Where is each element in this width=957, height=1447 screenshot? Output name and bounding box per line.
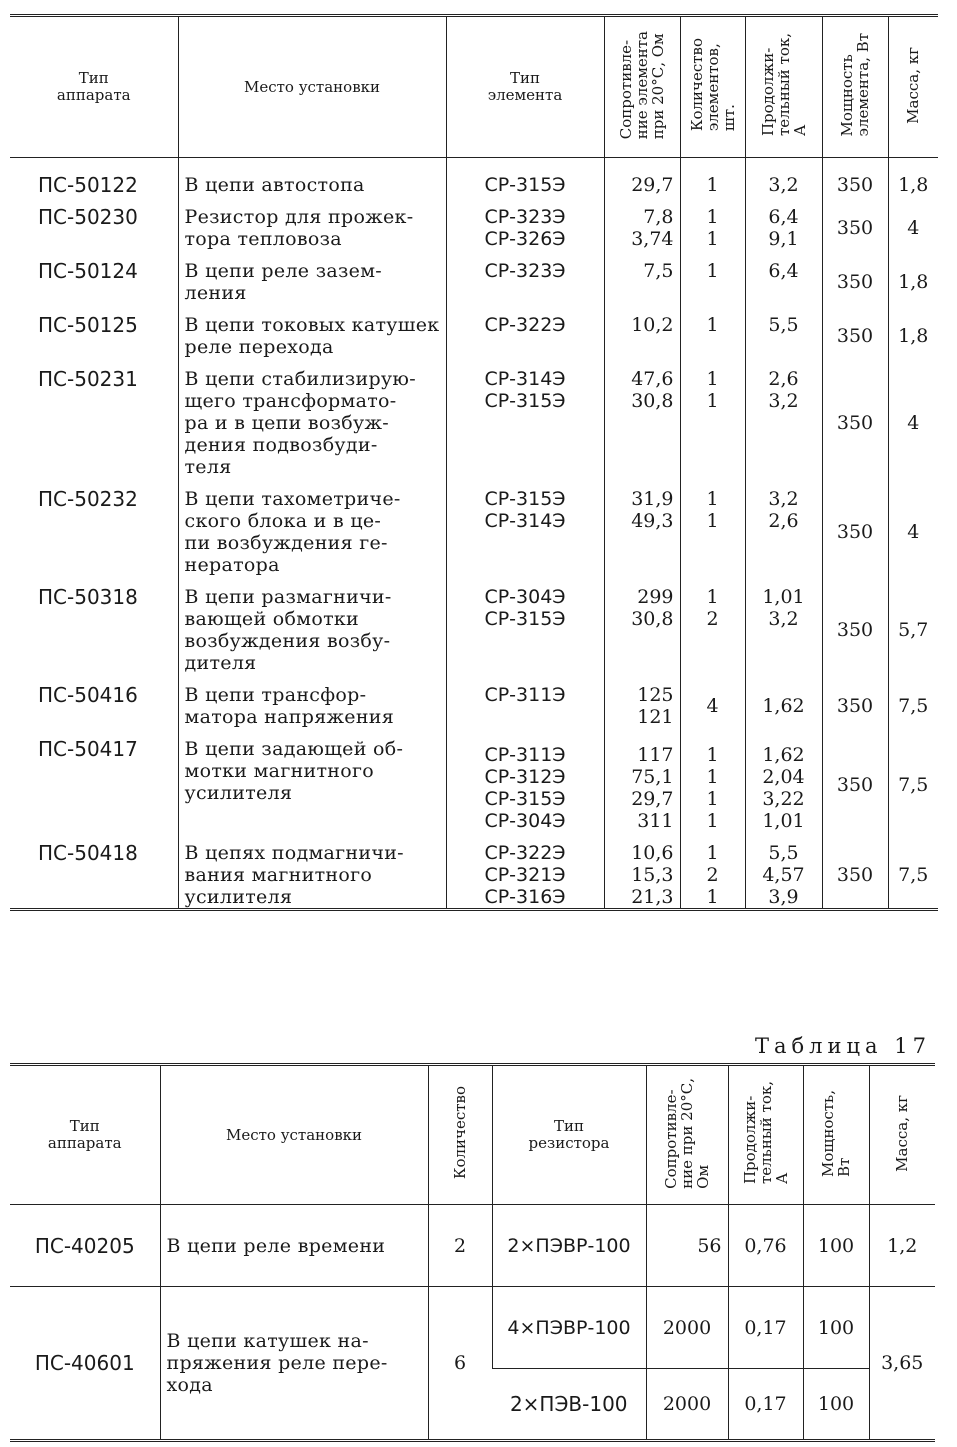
cell-place: В цепях подмагничи- вания магнитного усилителя — [178, 842, 446, 910]
cell-resistance: 10,6 15,3 21,3 — [604, 842, 680, 910]
header-type: Тип аппарата — [56, 69, 131, 104]
cell-element: СР-314Э СР-315Э — [446, 368, 604, 488]
header-resistance: Сопротивле- ние элемента при 20°С, Ом — [604, 16, 680, 158]
cell-mass: 7,5 — [888, 684, 938, 738]
cell-element: СР-322Э — [446, 314, 604, 368]
cell-place: В цепи реле времени — [160, 1205, 428, 1287]
cell-power: 350 — [822, 738, 888, 842]
cell-element: СР-304Э СР-315Э — [446, 586, 604, 684]
cell-power: 350 — [822, 260, 888, 314]
cell-place: В цепи задающей об- мотки магнитного усилителя — [178, 738, 446, 842]
table-row — [10, 158, 938, 207]
cell-type: ПС-50124 — [38, 259, 138, 283]
table-row — [10, 488, 938, 586]
cell-type: ПС-50418 — [38, 841, 138, 865]
cell-resistance: 2000 — [646, 1369, 728, 1441]
cell-type: ПС-50416 — [38, 683, 138, 707]
cell-mass: 7,5 — [888, 842, 938, 910]
table-row — [10, 368, 938, 488]
cell-power: 350 — [822, 842, 888, 910]
cell-mass: 1,2 — [869, 1205, 935, 1287]
cell-type: ПС-40205 — [34, 1233, 135, 1258]
cell-type: ПС-50125 — [38, 313, 138, 337]
cell-resistance: 56 — [646, 1205, 728, 1287]
header-current: Продолжи- тельный ток, А — [745, 16, 822, 158]
cell-mass: 1,8 — [888, 314, 938, 368]
resistor-table-1 — [10, 14, 938, 911]
table-row — [10, 260, 938, 314]
header-mass: Масса, кг — [888, 16, 938, 158]
cell-place: В цепи токовых катушек реле перехода — [178, 314, 446, 368]
cell-count: 1 — [680, 158, 745, 207]
cell-current: 6,4 — [745, 260, 822, 314]
cell-resistance: 299 30,8 — [604, 586, 680, 684]
header-current: Продолжи- тельный ток, А — [728, 1065, 803, 1205]
cell-count: 1 1 — [680, 368, 745, 488]
cell-power: 100 — [803, 1287, 869, 1369]
cell-power: 350 — [822, 206, 888, 260]
cell-resistance: 7,8 3,74 — [604, 206, 680, 260]
cell-current: 0,76 — [728, 1205, 803, 1287]
cell-current: 3,2 — [745, 158, 822, 207]
cell-place: В цепи трансфор- матора напряжения — [178, 684, 446, 738]
cell-current: 1,01 3,2 — [745, 586, 822, 684]
cell-resistance: 117 75,1 29,7 311 — [604, 738, 680, 842]
cell-mass: 7,5 — [888, 738, 938, 842]
cell-count: 1 1 — [680, 206, 745, 260]
cell-count: 1 — [680, 260, 745, 314]
cell-type: ПС-40601 — [34, 1351, 135, 1375]
cell-mass: 1,8 — [888, 158, 938, 207]
cell-current: 5,5 — [745, 314, 822, 368]
cell-element: СР-315Э — [446, 158, 604, 207]
table-row — [10, 842, 938, 910]
header-power: Мощность, Вт — [803, 1065, 869, 1205]
cell-power: 350 — [822, 684, 888, 738]
header-count: Количество — [428, 1065, 492, 1205]
table1-header-row — [10, 16, 938, 158]
cell-place: В цепи стабилизирую- щего трансформато- ра и в цепи возбуж- дения подвозбуди- теля — [178, 368, 446, 488]
header-count: Количество элементов, шт. — [680, 16, 745, 158]
cell-resistance: 125 121 — [604, 684, 680, 738]
cell-type: ПС-50230 — [38, 205, 138, 229]
header-place: Место установки — [160, 1065, 428, 1205]
cell-count: 6 — [428, 1287, 492, 1441]
cell-resistor: 2×ПЭВР-100 — [492, 1205, 646, 1287]
cell-resistance: 29,7 — [604, 158, 680, 207]
cell-resistance: 47,6 30,8 — [604, 368, 680, 488]
table2-header-row — [10, 1065, 935, 1205]
cell-current: 0,17 — [728, 1369, 803, 1441]
cell-type: ПС-50231 — [38, 367, 138, 391]
cell-current: 3,2 2,6 — [745, 488, 822, 586]
header-place: Место установки — [178, 16, 446, 158]
cell-count: 1 2 — [680, 586, 745, 684]
cell-element: СР-315Э СР-314Э — [446, 488, 604, 586]
cell-power: 350 — [822, 586, 888, 684]
table-row — [10, 586, 938, 684]
table-row — [10, 206, 938, 260]
header-resistor: Тип резистора — [492, 1065, 646, 1205]
cell-mass: 3,65 — [869, 1287, 935, 1441]
cell-resistance: 2000 — [646, 1287, 728, 1369]
cell-current: 6,4 9,1 — [745, 206, 822, 260]
cell-mass: 4 — [888, 488, 938, 586]
cell-type: ПС-50232 — [38, 487, 138, 511]
cell-type: ПС-50417 — [38, 737, 138, 761]
cell-type: ПС-50318 — [38, 585, 138, 609]
table-row — [10, 1287, 935, 1369]
table-row — [10, 738, 938, 842]
cell-current: 2,6 3,2 — [745, 368, 822, 488]
cell-element: СР-323Э — [446, 260, 604, 314]
cell-count: 1 1 1 1 — [680, 738, 745, 842]
cell-resistor: 4×ПЭВР-100 — [492, 1287, 646, 1369]
header-resistance: Сопротивле- ние при 20°С, Ом — [646, 1065, 728, 1205]
cell-place: В цепи размагничи- вающей обмотки возбуждения возбу- дителя — [178, 586, 446, 684]
cell-resistance: 10,2 — [604, 314, 680, 368]
cell-mass: 4 — [888, 368, 938, 488]
table-caption: Таблица 17 — [755, 1034, 931, 1058]
table-row — [10, 684, 938, 738]
header-mass: Масса, кг — [869, 1065, 935, 1205]
cell-current: 5,5 4,57 3,9 — [745, 842, 822, 910]
cell-count: 1 2 1 — [680, 842, 745, 910]
cell-element: СР-311Э СР-312Э СР-315Э СР-304Э — [446, 738, 604, 842]
cell-place: В цепи тахометриче- ского блока и в це- пи возбуждения ге- нератора — [178, 488, 446, 586]
cell-place: В цепи катушек на- пряжения реле пере- хода — [160, 1287, 428, 1441]
cell-type: ПС-50122 — [38, 173, 138, 197]
cell-mass: 5,7 — [888, 586, 938, 684]
cell-place: Резистор для прожек- тора тепловоза — [178, 206, 446, 260]
cell-element: СР-323Э СР-326Э — [446, 206, 604, 260]
cell-resistance: 31,9 49,3 — [604, 488, 680, 586]
cell-element: СР-311Э — [446, 684, 604, 738]
table-row — [10, 314, 938, 368]
cell-power: 350 — [822, 158, 888, 207]
cell-power: 350 — [822, 314, 888, 368]
cell-current: 0,17 — [728, 1287, 803, 1369]
cell-mass: 1,8 — [888, 260, 938, 314]
cell-place: В цепи реле зазем- ления — [178, 260, 446, 314]
cell-count: 4 — [680, 684, 745, 738]
cell-count: 2 — [428, 1205, 492, 1287]
header-power: Мощность элемента, Вт — [822, 16, 888, 158]
cell-power: 100 — [803, 1205, 869, 1287]
table-row — [10, 1205, 935, 1287]
cell-current: 1,62 — [745, 684, 822, 738]
header-type: Тип аппарата — [47, 1117, 122, 1152]
cell-resistor: 2×ПЭВ-100 — [492, 1369, 646, 1441]
cell-element: СР-322Э СР-321Э СР-316Э — [446, 842, 604, 910]
resistor-table-2 — [10, 1063, 935, 1442]
cell-count: 1 — [680, 314, 745, 368]
cell-power: 350 — [822, 368, 888, 488]
cell-place: В цепи автостопа — [178, 158, 446, 207]
cell-resistance: 7,5 — [604, 260, 680, 314]
cell-count: 1 1 — [680, 488, 745, 586]
cell-mass: 4 — [888, 206, 938, 260]
cell-power: 350 — [822, 488, 888, 586]
cell-current: 1,62 2,04 3,22 1,01 — [745, 738, 822, 842]
cell-power: 100 — [803, 1369, 869, 1441]
header-element: Тип элемента — [446, 16, 604, 158]
